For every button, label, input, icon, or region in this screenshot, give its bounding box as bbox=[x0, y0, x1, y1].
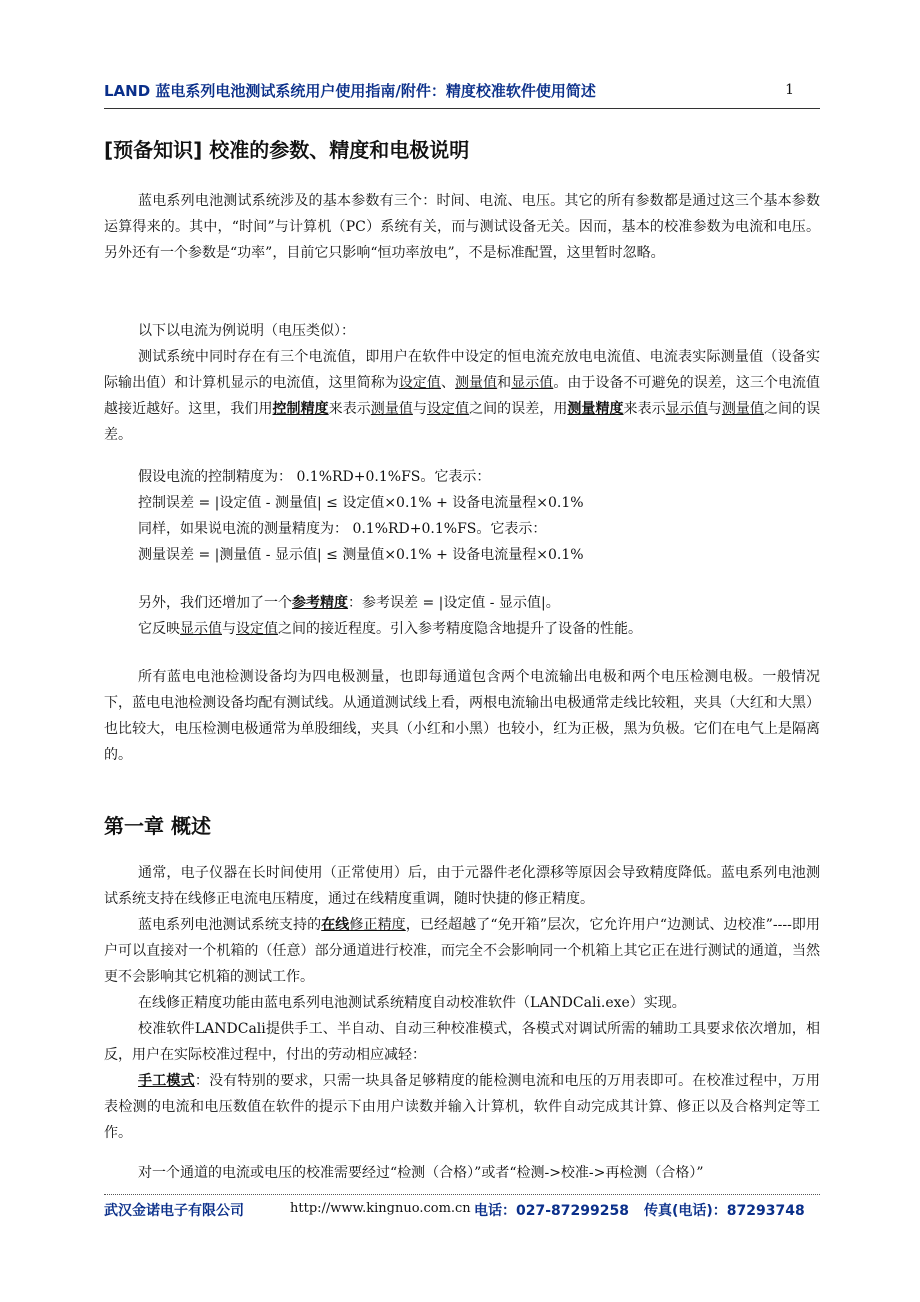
footer-phone: 电话：027-87299258 bbox=[474, 1203, 629, 1219]
paragraph-channel-calibration: 对一个通道的电流或电压的校准需要经过“检测（合格）”或者“检测->校准->再检测（合格）” bbox=[138, 1165, 704, 1181]
paragraph-overview-intro: 通常，电子仪器在长时间使用（正常使用）后，由于元器件老化漂移等原因会导致精度降低。蓝电系列电池测试系统支持在线修正电流电压精度，通过在线精度重调，随时快捷的修正精度。 bbox=[104, 865, 820, 907]
page-footer bbox=[104, 1200, 820, 1222]
paragraph-manual-mode: 手工模式：没有特别的要求，只需一块具备足够精度的能检测电流和电压的万用表即可。在校准过程中，万用表检测的电流和电压数值在软件的提示下由用户读数并输入计算机，软件自动完成其计算、修正以及合格判定等工作。 bbox=[104, 1073, 821, 1141]
formula-control-error: 控制误差 = |设定值 - 测量值| ≤ 设定值×0.1% + 设备电流量程×0.1% bbox=[138, 495, 584, 511]
paragraph-calibration-modes: 校准软件LANDCali提供手工、半自动、自动三种校准模式，各模式对调试所需的辅助工具要求依次增加，相反，用户在实际校准过程中，付出的劳动相应减轻： bbox=[104, 1021, 820, 1063]
term-online: 在线 bbox=[321, 917, 350, 933]
header-title: 蓝电系列电池测试系统用户使用指南/附件：精度校准软件使用简述 bbox=[155, 82, 596, 100]
term-control-accuracy: 控制精度 bbox=[272, 401, 329, 417]
section-title-prep: [预备知识] 校准的参数、精度和电极说明 bbox=[104, 138, 470, 162]
reference-accuracy-explain: 它反映显示值与设定值之间的接近程度。引入参考精度隐含地提升了设备的性能。 bbox=[138, 621, 642, 637]
footer-company: 武汉金诺电子有限公司 bbox=[104, 1203, 244, 1219]
term-measurement-accuracy: 测量精度 bbox=[567, 401, 624, 417]
paragraph-example-intro: 以下以电流为例说明（电压类似）： bbox=[138, 323, 355, 339]
chapter-title-overview: 第一章 概述 bbox=[104, 814, 211, 838]
footer-url: http://www.kingnuo.com.cn bbox=[290, 1201, 471, 1216]
paragraph-online-calibration: 蓝电系列电池测试系统支持的在线修正精度，已经超越了“免开箱”层次，它允许用户“边测试、边校准”----即用户可以直接对一个机箱的（任意）部分通道进行校准，而完全不会影响同一个机箱上其它正在进行测试的通道，当然更不会影响其它机箱的测试工作。 bbox=[104, 917, 820, 985]
term-measured-value: 测量值 bbox=[455, 375, 498, 391]
header-rule bbox=[104, 108, 820, 109]
term-reference-accuracy: 参考精度 bbox=[292, 595, 348, 611]
footer-rule bbox=[104, 1194, 820, 1195]
term-set-value: 设定值 bbox=[398, 375, 441, 391]
footer-fax: 传真(电话)：87293748 bbox=[644, 1203, 805, 1219]
paragraph-three-values: 测试系统中同时存在有三个电流值，即用户在软件中设定的恒电流充放电电流值、电流表实际测量值（设备实际输出值）和计算机显示的电流值，这里简称为设定值、测量值和显示值。由于设备不可避免的误差，这三个电流值越接近越好。这里，我们用控制精度来表示测量值与设定值之间的误差，用测量精度来表示显示值与测量值之间的误差。 bbox=[104, 349, 821, 443]
term-display-value: 显示值 bbox=[511, 375, 554, 391]
formula-measure-accuracy: 同样，如果说电流的测量精度为： 0.1%RD+0.1%FS。它表示： bbox=[138, 521, 547, 537]
formula-measure-error: 测量误差 = |测量值 - 显示值| ≤ 测量值×0.1% + 设备电流量程×0.1% bbox=[138, 547, 584, 563]
reference-accuracy-line: 另外，我们还增加了一个参考精度：参考误差 = |设定值 - 显示值|。 bbox=[138, 595, 560, 611]
page-number: 1 bbox=[785, 82, 794, 98]
paragraph-basic-params: 蓝电系列电池测试系统涉及的基本参数有三个：时间、电流、电压。其它的所有参数都是通过这三个基本参数运算得来的。其中，“时间”与计算机（PC）系统有关，而与测试设备无关。因而，基本的校准参数为电流和电压。另外还有一个参数是“功率”，目前它只影响“恒功率放电”，不是标准配置，这里暂时忽略。 bbox=[104, 193, 820, 261]
paragraph-landcali-software: 在线修正精度功能由蓝电系列电池测试系统精度自动校准软件（LANDCali.exe）实现。 bbox=[138, 995, 686, 1011]
header-brand: LAND bbox=[104, 82, 151, 100]
term-manual-mode: 手工模式 bbox=[138, 1073, 195, 1089]
formula-control-accuracy: 假设电流的控制精度为： 0.1%RD+0.1%FS。它表示： bbox=[138, 469, 491, 485]
running-header bbox=[104, 80, 820, 104]
paragraph-four-electrode: 所有蓝电电池检测设备均为四电极测量，也即每通道包含两个电流输出电极和两个电压检测电极。一般情况下，蓝电电池检测设备均配有测试线。从通道测试线上看，两根电流输出电极通常走线比较粗，夹具（大红和大黑）也比较大，电压检测电极通常为单股细线，夹具（小红和小黑）也较小，红为正极，黑为负极。它们在电气上是隔离的。 bbox=[104, 669, 820, 763]
term-fix-accuracy: 修正精度 bbox=[349, 917, 406, 933]
